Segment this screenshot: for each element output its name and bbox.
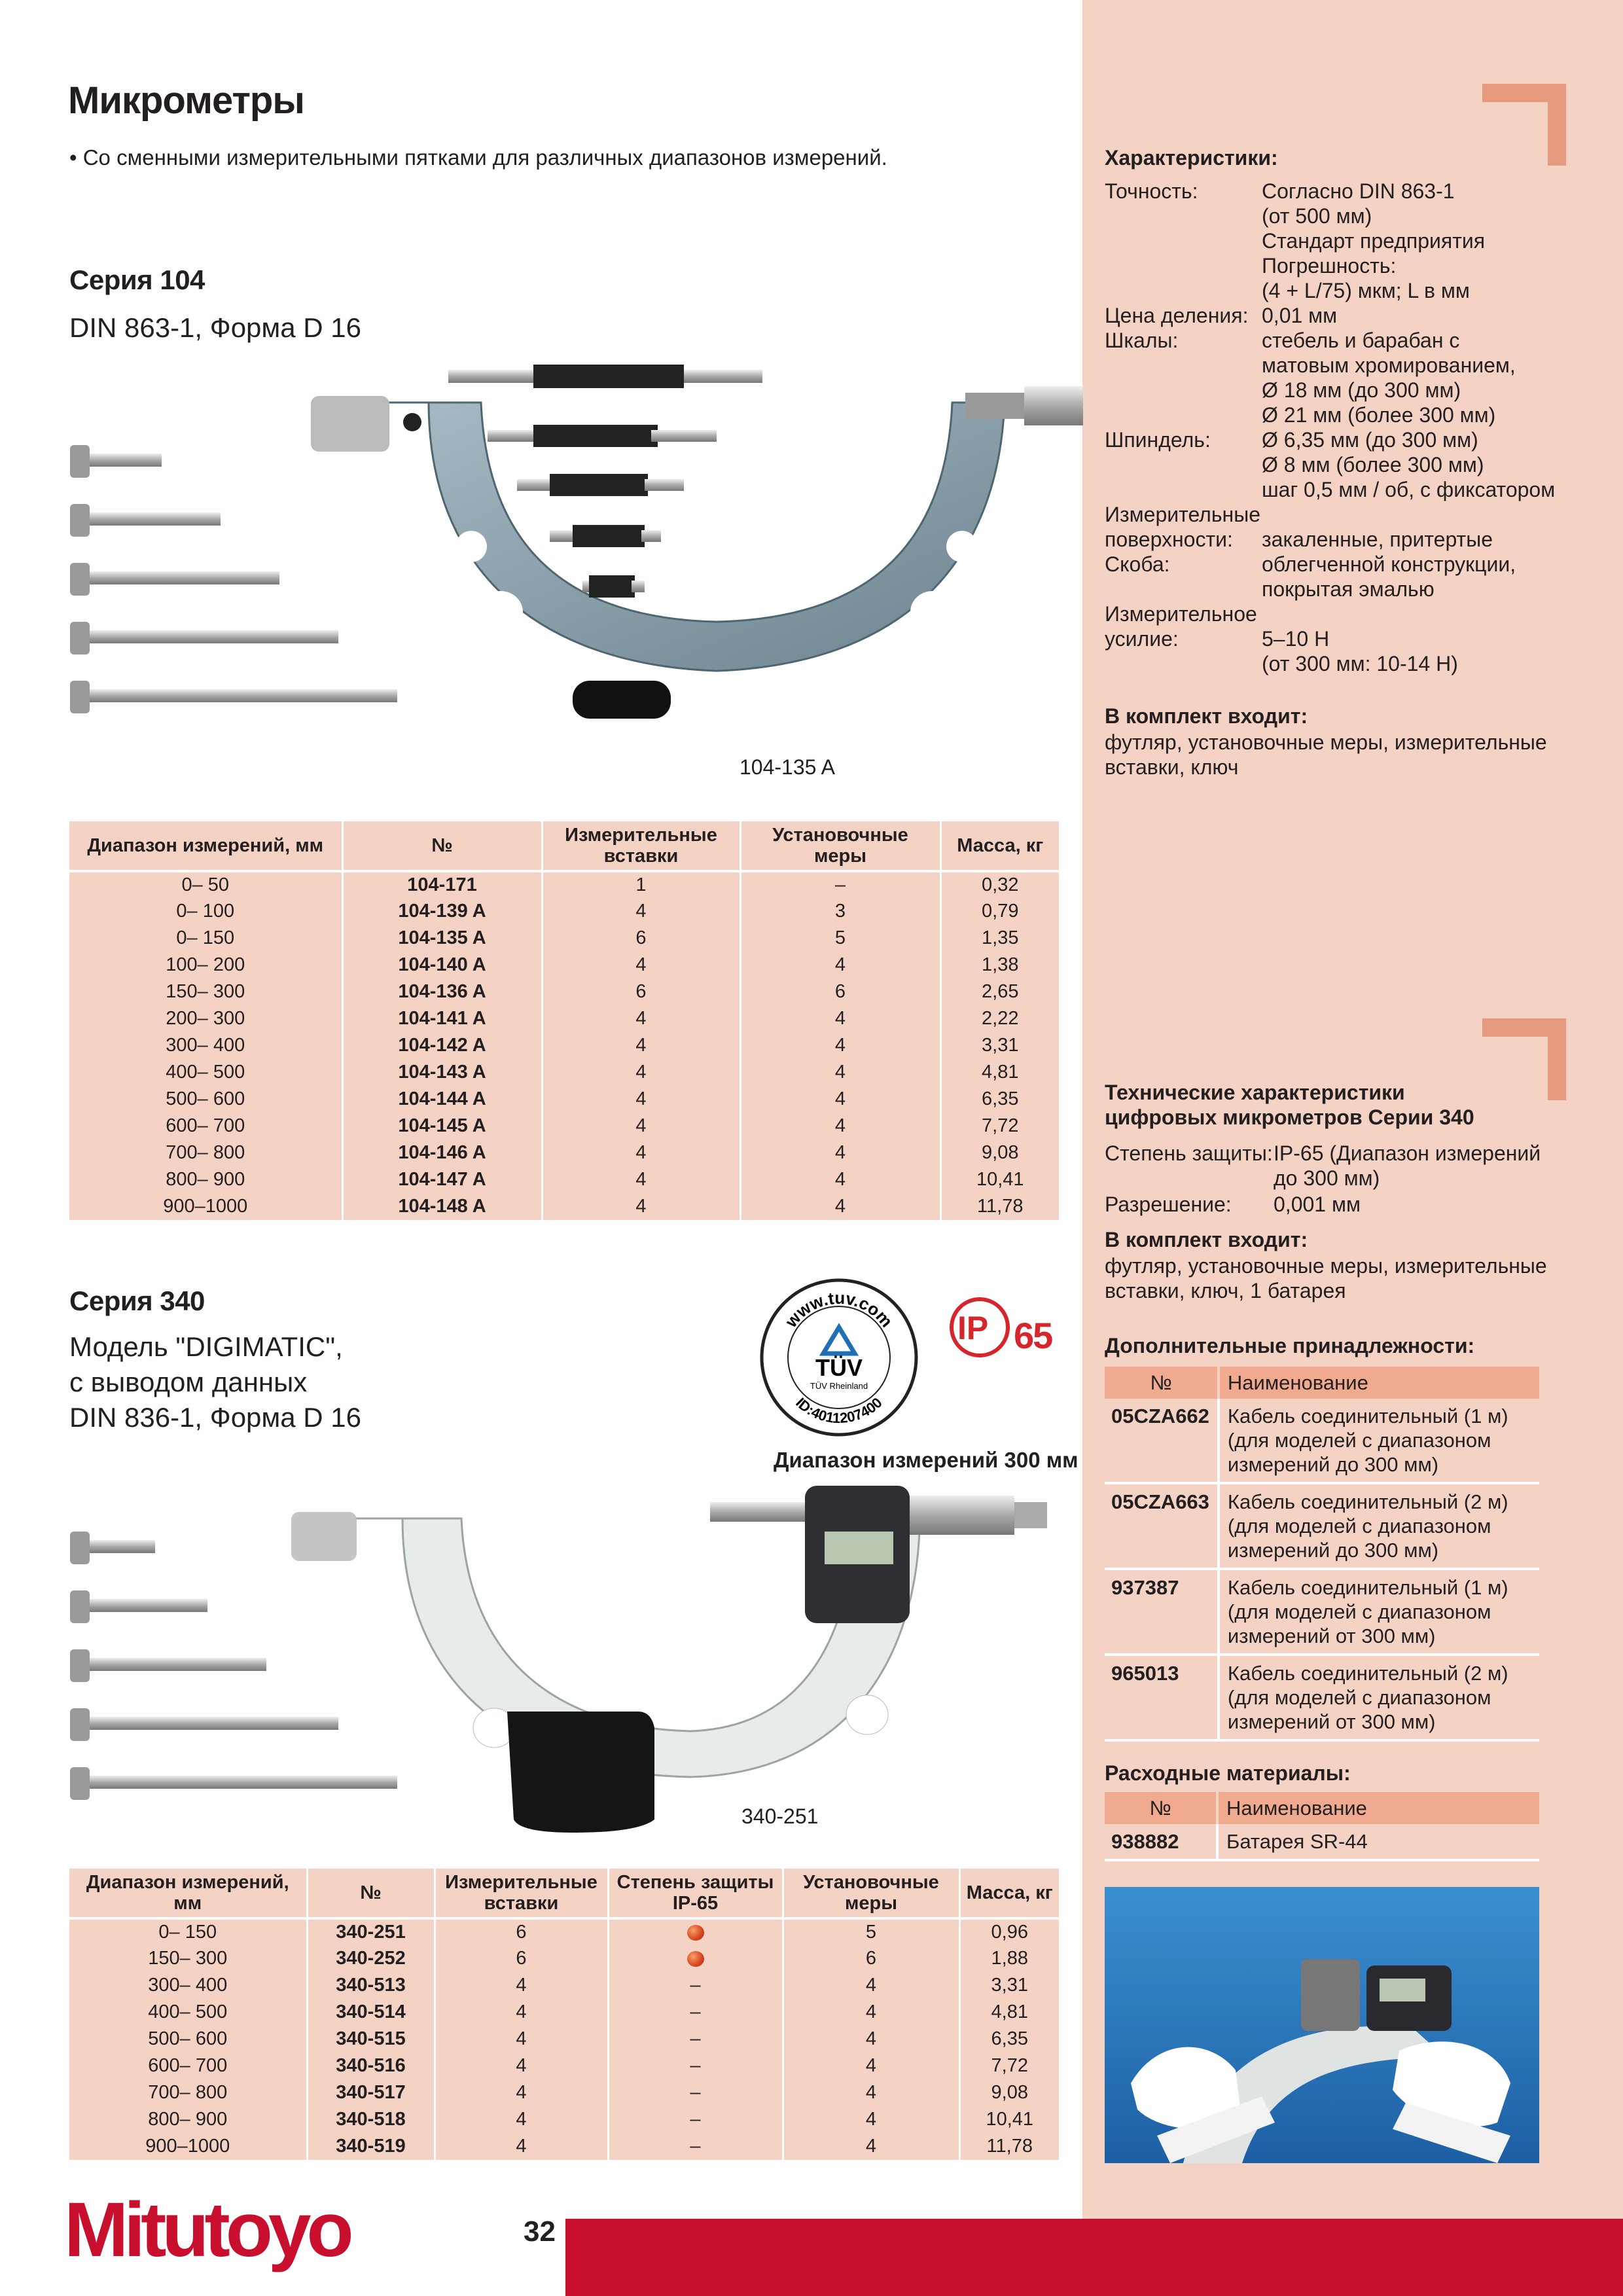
table-cell: 0,79 [940,898,1059,925]
table-cell: 500– 600 [166,1088,245,1109]
series-340-title: Серия 340 [69,1285,205,1316]
spec-label: Измерительные [1105,503,1260,526]
table-cell: 340-513 [307,1972,435,1999]
item-number: 938882 [1105,1824,1217,1860]
table-cell: 400– 500 [148,2001,228,2022]
table-cell: 1,38 [940,952,1059,978]
table-cell: 104-135 A [342,925,542,952]
page-number: 32 [524,2215,556,2248]
table-row [69,1086,1059,1113]
table-cell: – [608,1999,783,2026]
table-cell: 0,32 [940,871,1059,898]
table-cell: – [608,2053,783,2079]
column-header: Диапазон измерений, мм [87,835,324,856]
table-cell: 2,65 [940,978,1059,1005]
table-row [1105,1569,1539,1655]
item-name-line: Кабель соединительный (1 м) [1227,1576,1508,1599]
kit-line: вставки, ключ [1105,755,1239,779]
svg-text:TÜV Rheinland: TÜV Rheinland [810,1381,868,1391]
table-cell: 0,96 [959,1918,1059,1945]
table-cell: 4 [435,1972,608,1999]
table-cell: 4 [740,1086,940,1113]
column-header: Наименование [1219,1367,1539,1399]
spec-label: усилие: [1105,627,1179,651]
micrometer-340-image [62,1479,1083,1846]
table-cell: 6,35 [940,1086,1059,1113]
table-cell: 1 [542,871,740,898]
table-cell: 1,35 [940,925,1059,952]
table-row [69,1945,1059,1972]
page-title: Микрометры [68,79,304,122]
table-cell: 104-143 A [342,1059,542,1086]
table-cell: 4 [435,2079,608,2106]
table-cell: 4,81 [959,1999,1059,2026]
table-cell: 6 [542,925,740,952]
table-cell: 4 [435,1999,608,2026]
table-row [69,1059,1059,1086]
table-cell: 4 [783,2106,959,2133]
table-cell: 5 [783,1918,959,1945]
table-cell: – [740,871,940,898]
table-row [69,1139,1059,1166]
table-cell: 4 [542,952,740,978]
spec-label: Скоба: [1105,552,1170,576]
series-340-table [69,1869,1059,2160]
table-cell: 900–1000 [163,1196,248,1217]
spec-value: Ø 21 мм (более 300 мм) [1262,403,1496,427]
table-cell: 4 [783,1972,959,1999]
table-cell: 104-148 A [342,1193,542,1220]
column-header: № [1105,1367,1219,1399]
range-note: Диапазон измерений 300 мм [774,1448,1079,1472]
table-cell: 4 [783,2026,959,2053]
spec-value: матовым хромированием, [1262,353,1516,377]
corner-mark-middle [1482,1018,1566,1100]
table-cell: 340-252 [307,1945,435,1972]
series-340-subtitle-line: с выводом данных [69,1367,308,1397]
table-cell: 5 [740,925,940,952]
spec-value: (от 500 мм) [1262,204,1372,228]
protection-value: до 300 мм) [1274,1166,1380,1190]
table-cell: 6 [740,978,940,1005]
table-cell: 500– 600 [148,2028,228,2049]
spec-value: Стандарт предприятия [1262,229,1486,253]
table-cell: 7,72 [959,2053,1059,2079]
kit340-line: футляр, установочные меры, измерительные [1105,1254,1547,1278]
table-cell: 4 [542,1113,740,1139]
ip65-dot-icon [608,1945,783,1972]
table-cell: 4 [740,1005,940,1032]
item-name-line: (для моделей с диапазоном [1227,1515,1491,1537]
table-row [1105,1655,1539,1740]
series-340-subtitle-line: Модель "DIGIMATIC", [69,1331,343,1362]
table-cell: 2,22 [940,1005,1059,1032]
item-number: 937387 [1105,1569,1219,1655]
table-cell: 6 [435,1945,608,1972]
spec-value: Погрешность: [1262,254,1397,278]
table-cell: 4 [542,1193,740,1220]
table-header-row [69,821,1059,871]
table-row [69,2026,1059,2053]
column-header: Наименование [1217,1792,1539,1824]
table-cell: 400– 500 [166,1062,245,1083]
item-name-line: (для моделей с диапазоном [1227,1686,1491,1709]
spec-value: стебель и барабан с [1262,329,1460,352]
table-header-row [1105,1367,1539,1399]
column-header: Степень защиты IP-65 [608,1869,783,1918]
table-cell: 0– 150 [176,927,235,948]
tuv-certification-seal [759,1278,919,1438]
spec-label: Измерительное [1105,602,1257,626]
item-name-line: Кабель соединительный (2 м) [1227,1490,1508,1513]
spec-value: Ø 6,35 мм (до 300 мм) [1262,428,1478,452]
page-intro: • Со сменными измерительными пятками для различных диапазонов измерений. [69,145,887,170]
column-header: № [1105,1792,1217,1824]
table-cell: 104-136 A [342,978,542,1005]
column-header: Масса, кг [940,821,1059,871]
table-row [1105,1824,1539,1860]
specs-list [1105,179,1609,702]
spec-value: Согласно DIN 863-1 [1262,179,1455,203]
table-cell: 4 [435,2053,608,2079]
column-header: Измерительные вставки [542,821,740,871]
tech340-heading: цифровых микрометров Серии 340 [1105,1105,1474,1129]
table-row [69,2053,1059,2079]
resolution-value: 0,001 мм [1274,1193,1361,1216]
table-row [1105,1399,1539,1483]
spec-label: Шкалы: [1105,329,1179,352]
ip65-dot-icon [687,1925,704,1941]
item-name-line: измерений от 300 мм) [1227,1710,1436,1733]
item-name-line: измерений от 300 мм) [1227,1624,1436,1647]
table-cell: – [608,1972,783,1999]
spec-label: Точность: [1105,179,1198,203]
table-cell: 6 [435,1918,608,1945]
table-cell: 4 [783,2133,959,2160]
table-cell: 4 [542,1166,740,1193]
table-cell: 104-141 A [342,1005,542,1032]
table-row [69,952,1059,978]
item-name [1219,1483,1539,1569]
table-cell: 4 [740,1113,940,1139]
spec-value: облегченной конструкции, [1262,552,1516,576]
table-cell: 4 [542,1059,740,1086]
corner-mark-top [1482,84,1566,166]
table-cell: 10,41 [959,2106,1059,2133]
table-cell: 800– 900 [148,2109,228,2130]
table-cell: 4 [542,1005,740,1032]
column-header: № [342,821,542,871]
spec-label: поверхности: [1105,528,1233,551]
table-row [69,1005,1059,1032]
table-cell: 300– 400 [166,1035,245,1056]
table-cell: 4 [542,1139,740,1166]
table-cell: 800– 900 [166,1169,245,1190]
table-cell: 0– 100 [176,901,235,922]
kit-line: футляр, установочные меры, измерительные [1105,730,1547,754]
spec-value: шаг 0,5 мм / об, с фиксатором [1262,478,1556,501]
table-cell: 4 [740,952,940,978]
table-cell: 104-144 A [342,1086,542,1113]
table-cell: 6,35 [959,2026,1059,2053]
svg-text:ID:4011207400: ID:4011207400 [793,1394,885,1427]
anvil-inserts [70,445,397,713]
item-number: 05CZA663 [1105,1483,1219,1569]
kit340-heading: В комплект входит: [1105,1228,1308,1251]
table-cell: 150– 300 [166,981,245,1002]
table-row [69,2133,1059,2160]
item-number: 05CZA662 [1105,1399,1219,1483]
table-row [69,978,1059,1005]
spec-value: (4 + L/75) мкм; L в мм [1262,279,1470,302]
table-row [69,1999,1059,2026]
table-cell: 340-516 [307,2053,435,2079]
item-name-line: Кабель соединительный (2 м) [1227,1662,1508,1685]
series-104-title: Серия 104 [69,264,205,295]
series-340-image-caption: 340-251 [741,1804,819,1828]
protection-value: IP-65 (Диапазон измерений [1274,1141,1541,1165]
table-cell: 104-140 A [342,952,542,978]
usage-photo [1105,1887,1539,2163]
protection-label: Степень защиты: [1105,1141,1273,1165]
series-104-table [69,821,1059,1220]
accessories-heading: Дополнительные принадлежности: [1105,1334,1475,1357]
table-cell: 6 [783,1945,959,1972]
table-row [69,898,1059,925]
spec-value: Ø 18 мм (до 300 мм) [1262,378,1461,402]
table-cell: 340-517 [307,2079,435,2106]
column-header: № [307,1869,435,1918]
table-cell: 3,31 [940,1032,1059,1059]
table-cell: 4 [740,1166,940,1193]
series-340-subtitle-line: DIN 836-1, Форма D 16 [69,1402,362,1433]
item-name: Батарея SR-44 [1217,1824,1539,1860]
footer-bar [565,2219,1623,2296]
table-cell: 4 [740,1193,940,1220]
table-cell: 0– 50 [181,874,230,895]
table-cell: 4 [783,1999,959,2026]
table-cell: 3 [740,898,940,925]
accessories-table [1105,1367,1539,1742]
kit340-line: вставки, ключ, 1 батарея [1105,1279,1346,1302]
item-name-line: (для моделей с диапазоном [1227,1429,1491,1452]
table-cell: – [608,2026,783,2053]
table-cell: 104-142 A [342,1032,542,1059]
table-cell: 300– 400 [148,1975,228,1996]
table-row [69,1166,1059,1193]
table-cell: 340-515 [307,2026,435,2053]
table-cell: 340-518 [307,2106,435,2133]
table-cell: 3,31 [959,1972,1059,1999]
table-cell: 4 [740,1032,940,1059]
table-cell: 700– 800 [148,2082,228,2103]
series-104-subtitle: DIN 863-1, Форма D 16 [69,312,362,343]
column-header: Установочные меры [740,821,940,871]
table-cell: 7,72 [940,1113,1059,1139]
table-cell: 11,78 [940,1193,1059,1220]
item-name [1219,1399,1539,1483]
table-row [69,1972,1059,1999]
series-104-image-caption: 104-135 A [740,755,835,779]
item-name [1219,1655,1539,1740]
table-row [69,871,1059,898]
spec-label: Цена деления: [1105,304,1249,327]
table-cell: 6 [542,978,740,1005]
column-header: Масса, кг [959,1869,1059,1918]
table-cell: 104-139 A [342,898,542,925]
spec-label: Шпиндель: [1105,428,1211,452]
resolution-label: Разрешение: [1105,1193,1232,1216]
spec-value: 5–10 Н [1262,627,1330,651]
column-header: Измерительные вставки [435,1869,608,1918]
table-cell: 4 [542,1032,740,1059]
item-name-line: измерений до 300 мм) [1227,1539,1439,1562]
table-cell: – [608,2079,783,2106]
kit-heading: В комплект входит: [1105,704,1308,728]
spec-value: покрытая эмалью [1262,577,1435,601]
table-cell: 150– 300 [148,1948,228,1969]
table-cell: 4 [435,2133,608,2160]
table-cell: 4 [542,1086,740,1113]
table-cell: 4 [542,898,740,925]
spec-value: закаленные, притертые [1262,528,1493,551]
table-cell: 600– 700 [166,1115,245,1136]
item-name [1219,1569,1539,1655]
table-cell: 340-519 [307,2133,435,2160]
column-header: Диапазон измерений, мм [86,1872,289,1914]
table-row [69,2079,1059,2106]
spec-value: (от 300 мм: 10-14 Н) [1262,652,1458,675]
table-cell: 9,08 [959,2079,1059,2106]
column-header: Установочные меры [783,1869,959,1918]
item-name-line: Кабель соединительный (1 м) [1227,1405,1508,1427]
table-cell: 104-145 A [342,1113,542,1139]
table-cell: 4 [435,2106,608,2133]
table-cell: 11,78 [959,2133,1059,2160]
table-cell: 200– 300 [166,1008,245,1029]
table-cell: 10,41 [940,1166,1059,1193]
item-name-line: (для моделей с диапазоном [1227,1600,1491,1623]
ip65-dot-icon [687,1951,704,1967]
table-row [69,1918,1059,1945]
spec-value: Ø 8 мм (более 300 мм) [1262,453,1484,476]
table-row [69,1032,1059,1059]
svg-text:www.tuv.com: www.tuv.com [781,1287,897,1331]
svg-text:TÜV: TÜV [815,1354,863,1381]
table-cell: 104-171 [342,871,542,898]
table-cell: 4 [740,1059,940,1086]
table-cell: 0– 150 [158,1922,217,1943]
table-cell: 9,08 [940,1139,1059,1166]
table-cell: 700– 800 [166,1142,245,1163]
table-header-row [1105,1792,1539,1824]
table-cell: 340-251 [307,1918,435,1945]
item-name-line: измерений до 300 мм) [1227,1453,1439,1476]
spec-value: 0,01 мм [1262,304,1338,327]
table-row [69,925,1059,952]
table-cell: 4 [740,1139,940,1166]
specs-heading: Характеристики: [1105,146,1278,170]
table-cell: 100– 200 [166,954,245,975]
table-cell: 104-147 A [342,1166,542,1193]
table-cell: – [608,2106,783,2133]
table-header-row [69,1869,1059,1918]
table-cell: 4,81 [940,1059,1059,1086]
ip65-badge: IP 65 [948,1296,1065,1361]
table-cell: 4 [435,2026,608,2053]
table-cell: 104-146 A [342,1139,542,1166]
table-row [69,2106,1059,2133]
item-number: 965013 [1105,1655,1219,1740]
table-row [1105,1483,1539,1569]
table-cell: 4 [783,2079,959,2106]
table-cell: 340-514 [307,1999,435,2026]
table-cell: – [608,2133,783,2160]
ip65-dot-icon [608,1918,783,1945]
table-cell: 4 [783,2053,959,2079]
table-cell: 600– 700 [148,2055,228,2076]
table-row [69,1113,1059,1139]
table-cell: 1,88 [959,1945,1059,1972]
consumables-table [1105,1792,1539,1861]
tech340-heading: Технические характеристики [1105,1081,1405,1104]
consumables-heading: Расходные материалы: [1105,1761,1351,1785]
table-row [69,1193,1059,1220]
table-cell: 900–1000 [145,2136,230,2157]
micrometer-104-image [62,357,1083,749]
mitutoyo-logo: Mitutoyo [64,2187,349,2273]
